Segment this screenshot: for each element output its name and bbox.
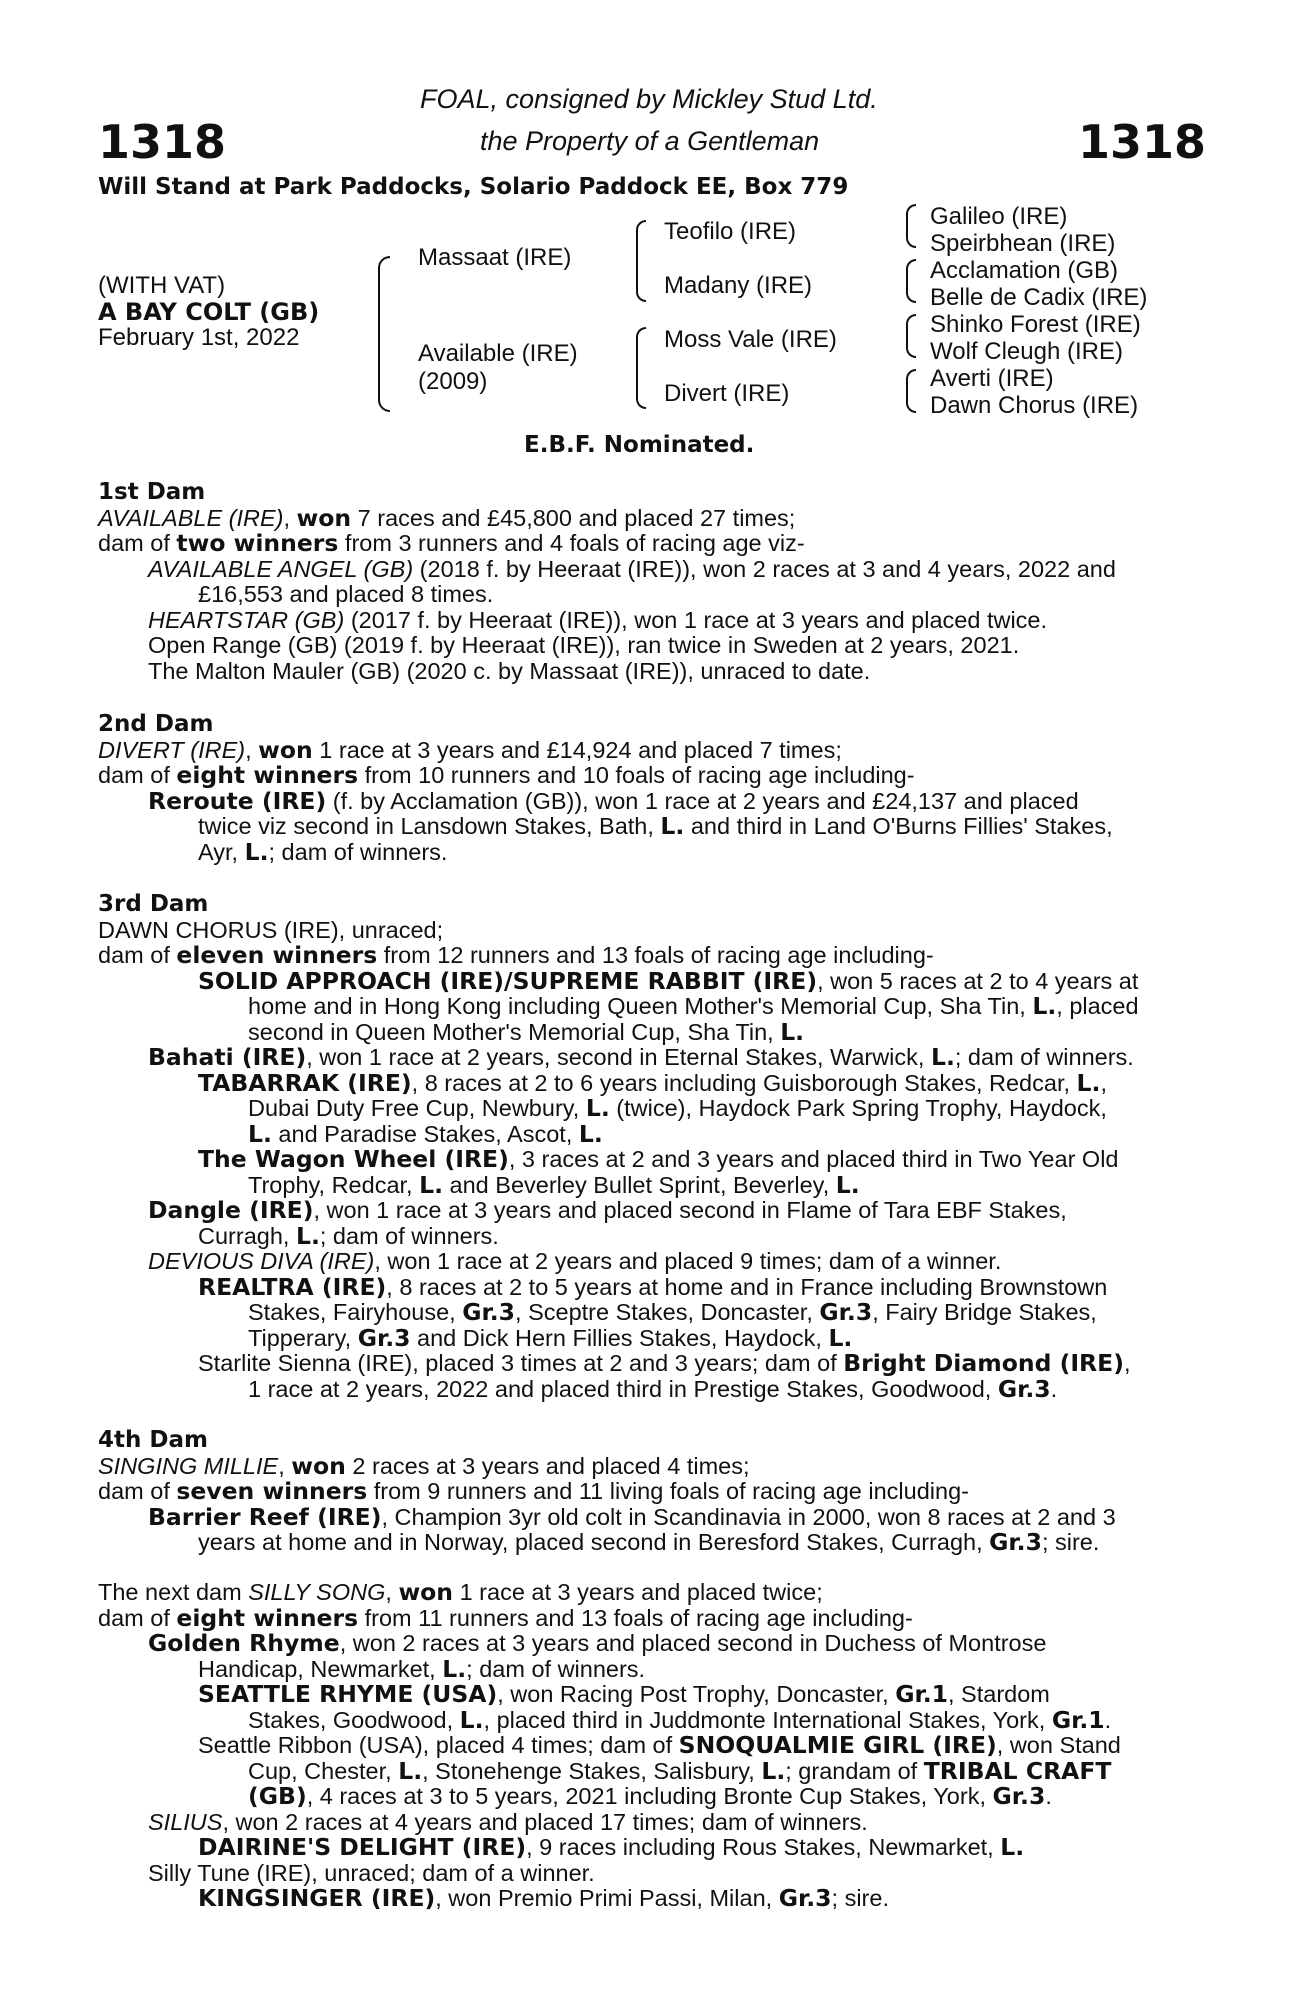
section-heading: 4th Dam <box>98 1427 208 1453</box>
produce-line: L. and Paradise Stakes, Ascot, L. <box>248 1119 603 1148</box>
produce-line: Starlite Sienna (IRE), placed 3 times at 2 and 3 years; dam of Bright Diamond (IRE), <box>198 1349 1131 1377</box>
sdd: Belle de Cadix (IRE) <box>930 284 1148 311</box>
second-dam-section <box>98 712 1200 865</box>
produce-line: The Malton Mauler (GB) (2020 c. by Massaat (IRE)), unraced to date. <box>148 657 871 684</box>
produce-line: SEATTLE RHYME (USA), won Racing Post Trophy, Doncaster, Gr.1, Stardom <box>198 1680 1050 1708</box>
produce-line: SOLID APPROACH (IRE)/SUPREME RABBIT (IRE), won 5 races at 2 to 4 years at <box>198 966 1139 995</box>
property-line: the Property of a Gentleman <box>480 126 820 156</box>
sire-sire: Teofilo (IRE) <box>664 218 797 245</box>
sire-dam: Madany (IRE) <box>664 272 813 299</box>
produce-line: HEARTSTAR (GB) (2017 f. by Heeraat (IRE)), won 1 race at 3 years and placed twice. <box>148 606 1048 633</box>
dam-line: DAWN CHORUS (IRE), unraced; <box>98 916 444 943</box>
dam-line: dam of eleven winners from 12 runners and 13 foals of racing age including- <box>98 941 934 969</box>
produce-line: Handicap, Newmarket, L.; dam of winners. <box>198 1654 646 1683</box>
lot-number-left: 1318 <box>98 115 227 169</box>
produce-line: TABARRAK (IRE), 8 races at 2 to 6 years including Guisborough Stakes, Redcar, L., <box>198 1068 1107 1097</box>
pedigree-brace <box>906 336 916 358</box>
dam-year: (2009) <box>418 368 488 395</box>
pedigree-brace <box>636 220 646 264</box>
produce-line: Seattle Ribbon (USA), placed 4 times; dam of SNOQUALMIE GIRL (IRE), won Stand <box>198 1731 1121 1759</box>
pedigree-brace <box>636 262 646 302</box>
produce-line: Stakes, Fairyhouse, Gr.3, Sceptre Stakes, Doncaster, Gr.3, Fairy Bridge Stakes, <box>248 1298 1097 1326</box>
produce-line: Golden Rhyme, won 2 races at 3 years and placed second in Duchess of Montrose <box>148 1629 1047 1657</box>
produce-line: Reroute (IRE) (f. by Acclamation (GB)), won 1 race at 2 years and £24,137 and placed <box>148 786 1079 815</box>
dam-line: dam of eight winners from 11 runners and 13 foals of racing age including- <box>98 1603 913 1632</box>
first-dam-section <box>98 480 1200 684</box>
dam: Available (IRE) <box>418 340 578 367</box>
ebf-note: E.B.F. Nominated. <box>524 432 755 458</box>
produce-line: Ayr, L.; dam of winners. <box>198 837 448 866</box>
dam-line: The next dam SILLY SONG, won 1 race at 3 years and placed twice; <box>98 1578 823 1606</box>
produce-line: Dubai Duty Free Cup, Newbury, L. (twice), Haydock Park Spring Trophy, Haydock, <box>248 1094 1107 1122</box>
next-dam-section <box>98 1580 1200 1912</box>
consignor-line: FOAL, consigned by Mickley Stud Ltd. <box>420 84 878 114</box>
dsd: Wolf Cleugh (IRE) <box>930 338 1123 365</box>
pedigree-brace <box>378 256 390 336</box>
produce-line: years at home and in Norway, placed second in Beresford Stakes, Curragh, Gr.3; sire. <box>198 1528 1100 1556</box>
produce-line: second in Queen Mother's Memorial Cup, Sha Tin, L. <box>248 1017 805 1046</box>
produce-line: Curragh, L.; dam of winners. <box>198 1221 499 1250</box>
pedigree-brace <box>906 391 916 413</box>
pedigree-brace <box>906 226 916 248</box>
produce-line: (GB), 4 races at 3 to 5 years, 2021 including Bronte Cup Stakes, York, Gr.3. <box>248 1782 1052 1810</box>
pedigree-brace <box>636 367 646 409</box>
produce-line: SILIUS, won 2 races at 4 years and placed 17 times; dam of winners. <box>148 1808 868 1835</box>
produce-line: Open Range (GB) (2019 f. by Heeraat (IRE)), ran twice in Sweden at 2 years, 2021. <box>148 632 1020 658</box>
section-heading: 1st Dam <box>98 479 206 505</box>
produce-line: AVAILABLE ANGEL (GB) (2018 f. by Heeraat (IRE)), won 2 races at 3 and 4 years, 2022 and <box>148 555 1116 582</box>
produce-line: Trophy, Redcar, L. and Beverley Bullet Sprint, Beverley, L. <box>248 1170 860 1199</box>
stand-location: Will Stand at Park Paddocks, Solario Paddock EE, Box 779 <box>98 174 849 200</box>
ddd: Dawn Chorus (IRE) <box>930 392 1139 419</box>
dam-line: DIVERT (IRE), won 1 race at 3 years and £14,924 and placed 7 times; <box>98 735 842 764</box>
fourth-dam-section <box>98 1428 1200 1556</box>
produce-line: Dangle (IRE), won 1 race at 3 years and placed second in Flame of Tara EBF Stakes, <box>148 1196 1067 1224</box>
pedigree-brace <box>906 204 916 228</box>
produce-line: Silly Tune (IRE), unraced; dam of a winner. <box>148 1859 595 1886</box>
pedigree-brace <box>906 281 916 303</box>
dds: Averti (IRE) <box>930 365 1054 392</box>
sds: Acclamation (GB) <box>930 257 1119 284</box>
foal-name: A BAY COLT (GB) <box>98 298 320 326</box>
sire: Massaat (IRE) <box>418 244 572 271</box>
vat-note: (WITH VAT) <box>98 272 226 299</box>
pedigree-brace <box>906 369 916 393</box>
produce-line: Tipperary, Gr.3 and Dick Hern Fillies Stakes, Haydock, L. <box>248 1323 853 1352</box>
section-heading: 3rd Dam <box>98 891 209 917</box>
ssd: Speirbhean (IRE) <box>930 230 1116 257</box>
produce-line: Bahati (IRE), won 1 race at 2 years, second in Eternal Stakes, Warwick, L.; dam of winners. <box>148 1043 1134 1071</box>
produce-line: DAIRINE'S DELIGHT (IRE), 9 races including Rous Stakes, Newmarket, L. <box>198 1833 1025 1861</box>
produce-line: REALTRA (IRE), 8 races at 2 to 5 years at home and in France including Brownstown <box>198 1272 1108 1301</box>
produce-line: DEVIOUS DIVA (IRE), won 1 race at 2 years and placed 9 times; dam of a winner. <box>148 1248 1002 1274</box>
lot-number-right: 1318 <box>1077 115 1206 169</box>
produce-line: Barrier Reef (IRE), Champion 3yr old colt in Scandinavia in 2000, won 8 races at 2 and 3 <box>148 1502 1116 1531</box>
third-dam-section <box>98 892 1200 1402</box>
dam-line: dam of seven winners from 9 runners and 11 living foals of racing age including- <box>98 1477 969 1505</box>
produce-line: KINGSINGER (IRE), won Premio Primi Passi, Milan, Gr.3; sire. <box>198 1884 889 1912</box>
produce-line: Stakes, Goodwood, L., placed third in Juddmonte International Stakes, York, Gr.1. <box>248 1705 1112 1734</box>
produce-line: twice viz second in Lansdown Stakes, Bath, L. and third in Land O'Burns Fillies' Stakes, <box>198 812 1113 840</box>
foal-dob: February 1st, 2022 <box>98 324 300 351</box>
produce-line: 1 race at 2 years, 2022 and placed third in Prestige Stakes, Goodwood, Gr.3. <box>248 1374 1058 1403</box>
pedigree-brace <box>378 334 390 412</box>
dam-dam: Divert (IRE) <box>664 380 790 407</box>
dam-line: AVAILABLE (IRE), won 7 races and £45,800 and placed 27 times; <box>98 503 796 532</box>
pedigree-brace <box>906 259 916 283</box>
dss: Shinko Forest (IRE) <box>930 311 1141 338</box>
sss: Galileo (IRE) <box>930 203 1068 230</box>
produce-line: Cup, Chester, L., Stonehenge Stakes, Salisbury, L.; grandam of TRIBAL CRAFT <box>248 1756 1112 1785</box>
dam-line: dam of two winners from 3 runners and 4 foals of racing age viz- <box>98 529 805 557</box>
produce-line: home and in Hong Kong including Queen Mother's Memorial Cup, Sha Tin, L., placed <box>248 992 1139 1020</box>
dam-sire: Moss Vale (IRE) <box>664 326 837 353</box>
produce-line: £16,553 and placed 8 times. <box>198 581 494 607</box>
dam-line: SINGING MILLIE, won 2 races at 3 years and placed 4 times; <box>98 1451 750 1480</box>
pedigree-brace <box>906 314 916 338</box>
section-heading: 2nd Dam <box>98 711 214 737</box>
produce-line: The Wagon Wheel (IRE), 3 races at 2 and 3 years and placed third in Two Year Old <box>198 1145 1119 1173</box>
dam-line: dam of eight winners from 10 runners and 10 foals of racing age including- <box>98 761 915 789</box>
pedigree-brace <box>636 327 646 369</box>
